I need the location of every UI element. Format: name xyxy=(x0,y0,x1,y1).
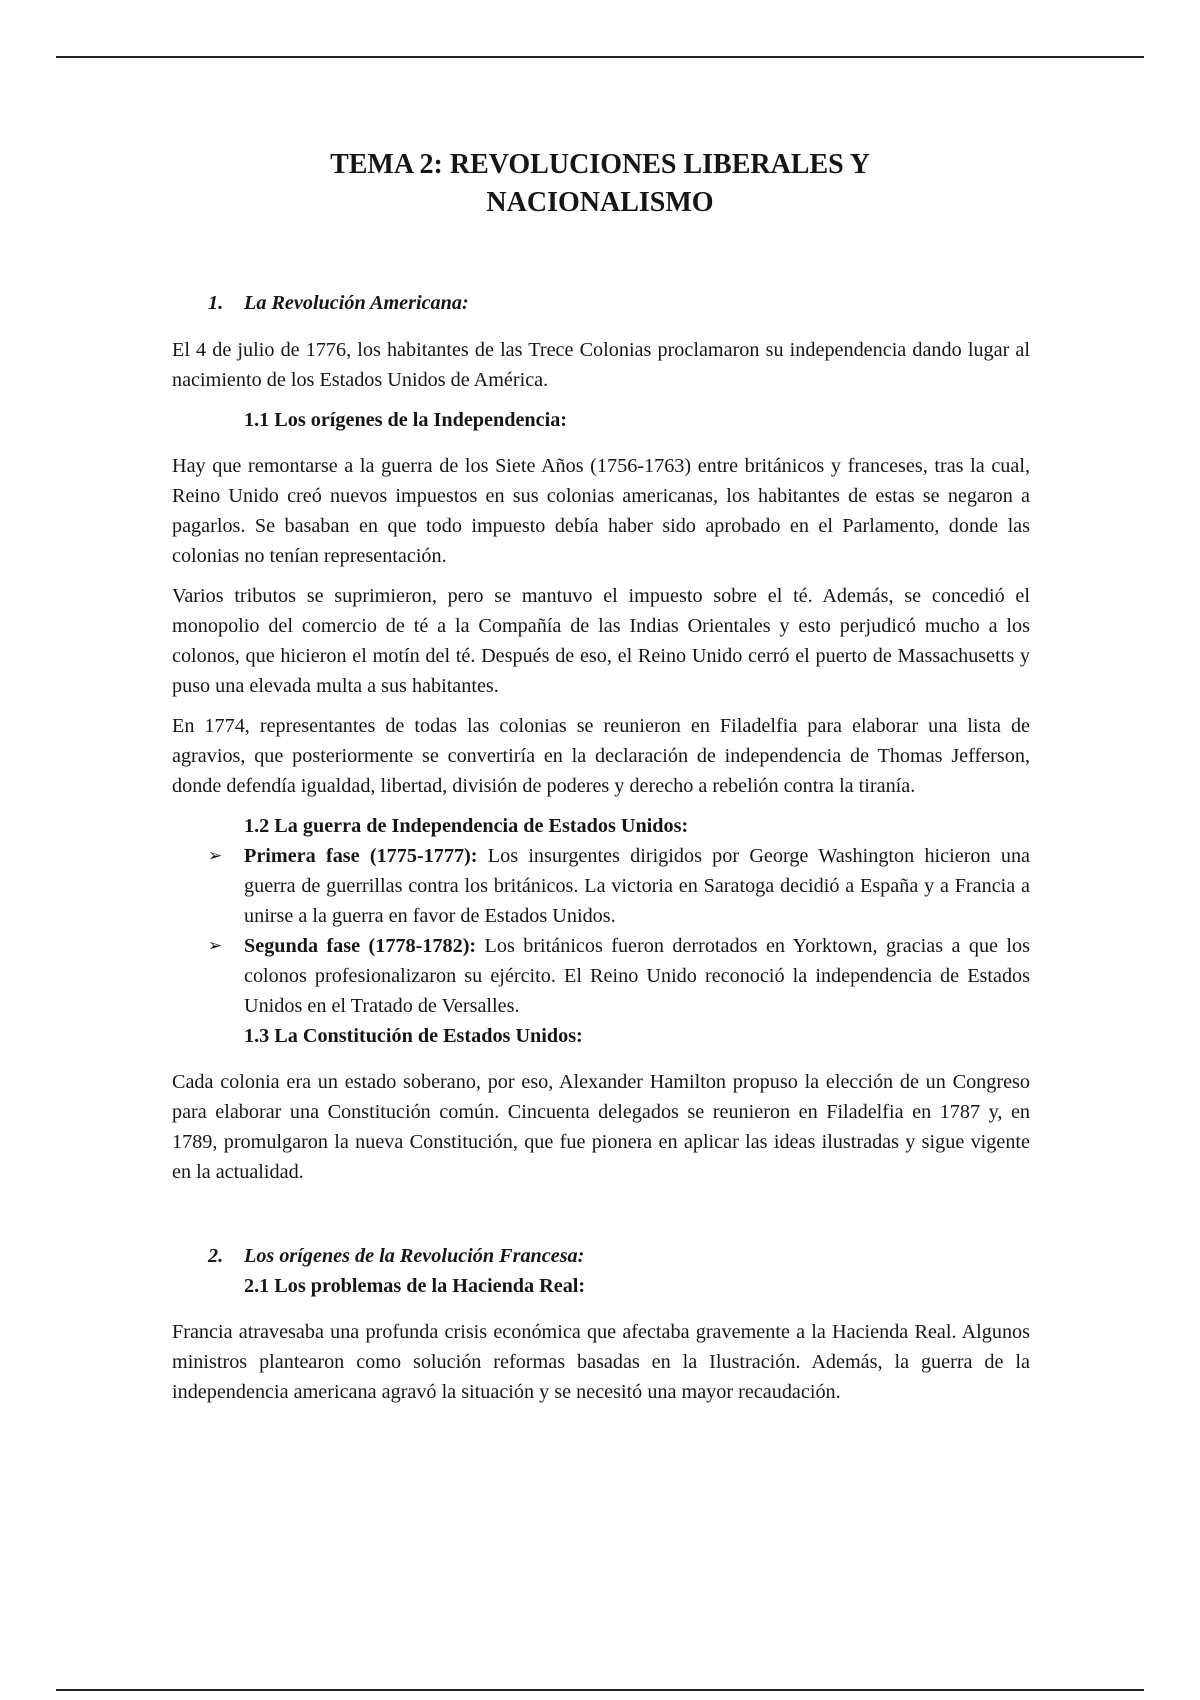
section-1-intro: El 4 de julio de 1776, los habitantes de las Trece Colonias proclamaron su independencia dando lugar al nacimiento de los Estados Unidos de América. xyxy=(172,339,1030,391)
section-1-heading xyxy=(172,288,1030,318)
war-phases-list xyxy=(172,841,1030,1021)
document-title xyxy=(200,146,1000,222)
section-1-title: La Revolución Americana: xyxy=(244,292,469,314)
paragraph-origins-3: En 1774, representantes de todas las colonias se reunieron en Filadelfia para elaborar una lista de agravios, que posteriormente se convertiría en la declaración de independencia de Thomas Jefferson, donde defendía igualdad, libertad, división de poderes y derecho a rebelión contra la tiranía. xyxy=(172,715,1030,797)
title-line-1: TEMA 2: REVOLUCIONES LIBERALES Y xyxy=(330,149,870,180)
subsection-1-3-heading: 1.3 La Constitución de Estados Unidos: xyxy=(244,1025,583,1047)
section-1-number: 1. xyxy=(208,292,224,314)
paragraph-hacienda: Francia atravesaba una profunda crisis económica que afectaba gravemente a la Hacienda Real. Algunos ministros plantearon como solución reformas basadas en la Ilustración. Además, la guerra de la independencia americana agravó la situación y se necesitó una mayor recaudación. xyxy=(172,1321,1030,1403)
phase-label: Primera fase (1775-1777): xyxy=(244,845,478,867)
paragraph-constitution: Cada colonia era un estado soberano, por eso, Alexander Hamilton propuso la elección de un Congreso para elaborar una Constitución común. Cincuenta delegados se reunieron en Filadelfia en 1787 y, en 1789, promulgaron la nueva Constitución, que fue pionera en aplicar las ideas ilustradas y sigue vigente en la actualidad. xyxy=(172,1071,1030,1183)
list-item xyxy=(172,931,1030,1021)
paragraph-origins-2: Varios tributos se suprimieron, pero se mantuvo el impuesto sobre el té. Además, se concedió el monopolio del comercio de té a la Compañía de las Indias Orientales y esto perjudicó mucho a los colonos, que hicieron el motín del té. Después de eso, el Reino Unido cerró el puerto de Massachusetts y puso una elevada multa a sus habitantes. xyxy=(172,585,1030,697)
arrow-bullet-icon: ➢ xyxy=(208,936,223,955)
paragraph-origins-1: Hay que remontarse a la guerra de los Siete Años (1756-1763) entre británicos y franceses, tras la cual, Reino Unido creó nuevos impuestos en sus colonias americanas, los habitantes de estas se negaron a pagarlos. Se basaban en que todo impuesto debía haber sido aprobado en el Parlamento, donde las colonias no tenían representación. xyxy=(172,455,1030,567)
arrow-bullet-icon: ➢ xyxy=(208,846,223,865)
phase-text: Los insurgentes dirigidos por George Washington hicieron una guerra de guerrillas contra los británicos. La victoria en Saratoga decidió a España y a Francia a unirse a la guerra en favor de Estados Unidos. xyxy=(244,845,1031,927)
section-2-title: Los orígenes de la Revolución Francesa: xyxy=(244,1245,585,1267)
list-item xyxy=(172,841,1030,931)
phase-text: Los británicos fueron derrotados en Yorktown, gracias a que los colonos profesionalizaron su ejército. El Reino Unido reconoció la independencia de Estados Unidos en el Tratado de Versalles. xyxy=(244,935,1030,1017)
title-line-2: NACIONALISMO xyxy=(486,187,714,218)
document-body xyxy=(172,288,1030,1417)
phase-label: Segunda fase (1778-1782): xyxy=(244,935,477,957)
section-2-heading xyxy=(172,1241,1030,1271)
subsection-1-2-heading: 1.2 La guerra de Independencia de Estados Unidos: xyxy=(244,815,689,837)
bottom-rule xyxy=(56,1689,1144,1691)
subsection-1-1-heading: 1.1 Los orígenes de la Independencia: xyxy=(244,409,568,431)
subsection-2-1-heading: 2.1 Los problemas de la Hacienda Real: xyxy=(244,1275,586,1297)
section-2-number: 2. xyxy=(208,1245,224,1267)
top-rule xyxy=(56,56,1144,58)
